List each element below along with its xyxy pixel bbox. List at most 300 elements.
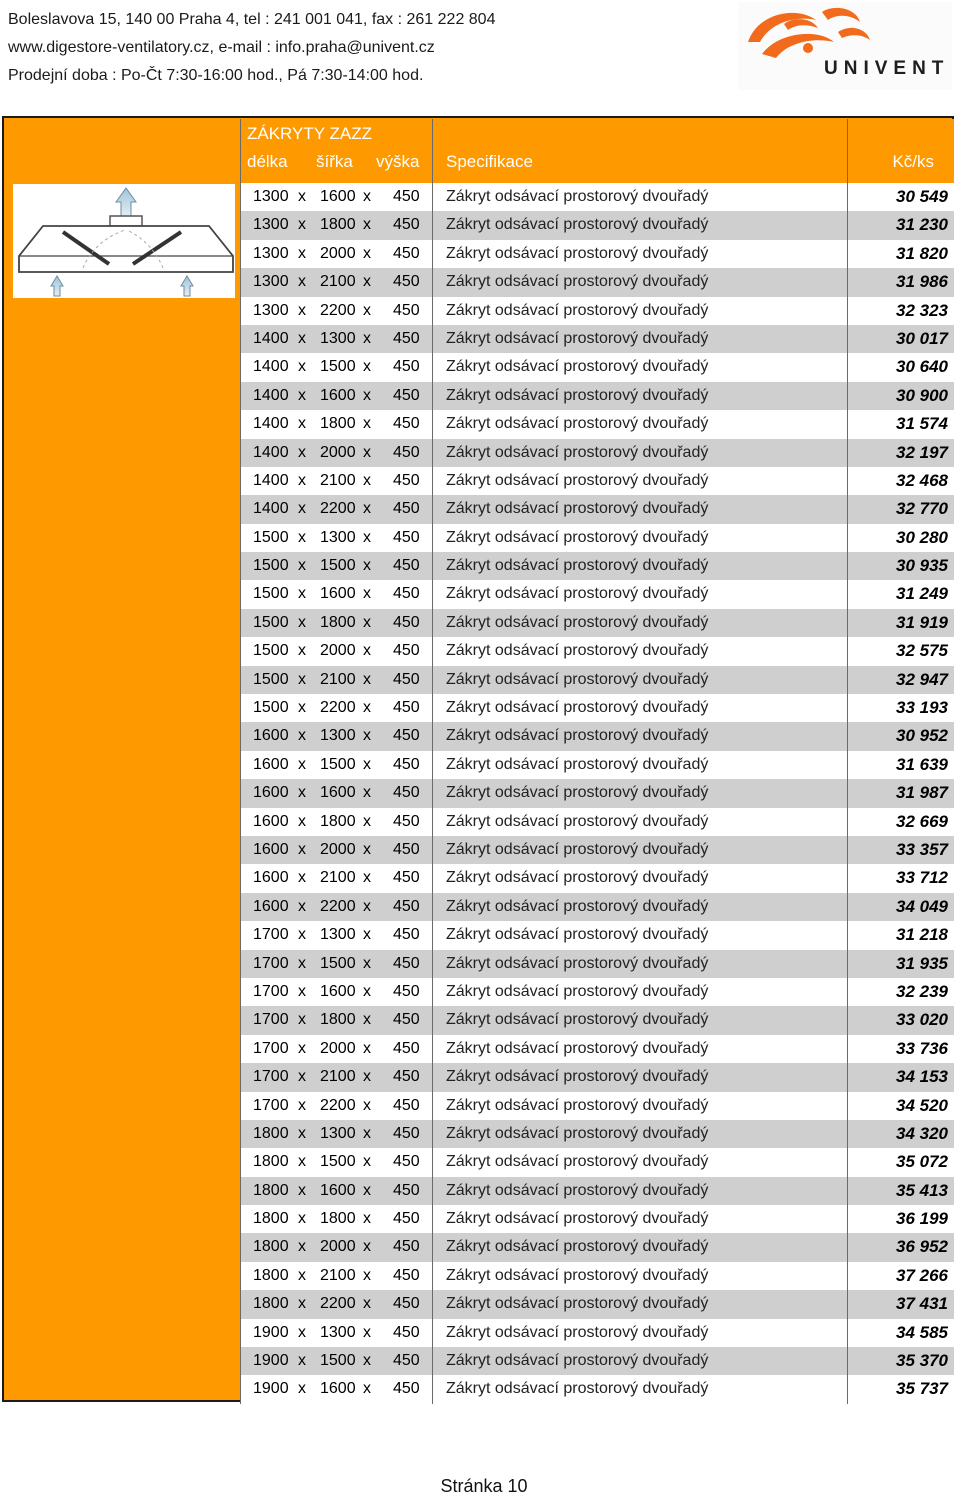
times-sign: x — [298, 244, 306, 262]
dimensions-cell — [240, 694, 432, 722]
times-sign: x — [298, 216, 306, 234]
height-value: 450 — [393, 557, 420, 575]
height-value: 450 — [393, 727, 420, 745]
table-row — [240, 751, 954, 779]
dimensions-cell — [240, 211, 432, 239]
table-row — [240, 978, 954, 1006]
width-value: 2200 — [320, 1295, 356, 1313]
table-row — [240, 609, 954, 637]
width-value: 1800 — [320, 613, 356, 631]
dimensions-cell — [240, 439, 432, 467]
spec-cell: Zákryt odsávací prostorový dvouřadý — [432, 268, 847, 296]
width-value: 1800 — [320, 812, 356, 830]
table-row — [240, 552, 954, 580]
times-sign: x — [298, 670, 306, 688]
length-value: 1400 — [253, 443, 289, 461]
width-value: 1500 — [320, 1352, 356, 1370]
table-row — [240, 1177, 954, 1205]
price-cell: 30 640 — [847, 353, 954, 381]
dimensions-cell — [240, 779, 432, 807]
table-row — [240, 297, 954, 325]
logo-wordmark: UNIVENT — [824, 58, 950, 79]
times-sign: x — [363, 642, 371, 660]
times-sign: x — [298, 642, 306, 660]
web-email-line[interactable]: www.digestore-ventilatory.cz, e-mail : info.praha@univent.cz — [8, 39, 435, 56]
spec-cell: Zákryt odsávací prostorový dvouřadý — [432, 580, 847, 608]
spec-cell: Zákryt odsávací prostorový dvouřadý — [432, 1347, 847, 1375]
table-row — [240, 1148, 954, 1176]
times-sign: x — [363, 1153, 371, 1171]
table-row — [240, 666, 954, 694]
times-sign: x — [363, 500, 371, 518]
hood-diagram-icon — [13, 184, 235, 298]
price-table — [2, 116, 954, 1402]
times-sign: x — [363, 727, 371, 745]
height-value: 450 — [393, 1096, 420, 1114]
times-sign: x — [363, 1068, 371, 1086]
width-value: 2000 — [320, 1039, 356, 1057]
spec-cell: Zákryt odsávací prostorový dvouřadý — [432, 950, 847, 978]
times-sign: x — [298, 329, 306, 347]
times-sign: x — [363, 188, 371, 205]
width-value: 2000 — [320, 1238, 356, 1256]
length-value: 1300 — [253, 273, 289, 291]
width-value: 2100 — [320, 1068, 356, 1086]
table-row — [240, 439, 954, 467]
height-value: 450 — [393, 329, 420, 347]
length-value: 1900 — [253, 1323, 289, 1341]
dimensions-cell — [240, 325, 432, 353]
dimensions-cell — [240, 751, 432, 779]
table-title: ZÁKRYTY ZAZZ — [247, 124, 373, 143]
width-value: 1500 — [320, 358, 356, 376]
width-value: 2000 — [320, 840, 356, 858]
price-cell: 34 153 — [847, 1063, 954, 1091]
spec-cell: Zákryt odsávací prostorový dvouřadý — [432, 808, 847, 836]
times-sign: x — [363, 699, 371, 717]
table-row — [240, 1205, 954, 1233]
length-value: 1600 — [253, 840, 289, 858]
spec-cell: Zákryt odsávací prostorový dvouřadý — [432, 694, 847, 722]
times-sign: x — [363, 1011, 371, 1029]
spec-cell: Zákryt odsávací prostorový dvouřadý — [432, 353, 847, 381]
spec-cell: Zákryt odsávací prostorový dvouřadý — [432, 921, 847, 949]
times-sign: x — [298, 528, 306, 546]
times-sign: x — [298, 840, 306, 858]
price-cell: 32 239 — [847, 978, 954, 1006]
times-sign: x — [363, 1039, 371, 1057]
width-value: 1600 — [320, 386, 356, 404]
height-value: 450 — [393, 1210, 420, 1228]
price-cell: 31 249 — [847, 580, 954, 608]
times-sign: x — [298, 954, 306, 972]
width-value: 1500 — [320, 557, 356, 575]
width-value: 1500 — [320, 755, 356, 773]
width-value: 1800 — [320, 1011, 356, 1029]
price-cell: 32 468 — [847, 467, 954, 495]
width-value: 1800 — [320, 415, 356, 433]
length-value: 1700 — [253, 926, 289, 944]
height-value: 450 — [393, 500, 420, 518]
price-cell: 30 280 — [847, 524, 954, 552]
times-sign: x — [298, 869, 306, 887]
table-row — [240, 1233, 954, 1261]
price-cell: 34 585 — [847, 1319, 954, 1347]
height-value: 450 — [393, 1124, 420, 1142]
times-sign: x — [298, 471, 306, 489]
length-value: 1600 — [253, 812, 289, 830]
times-sign: x — [363, 613, 371, 631]
height-value: 450 — [393, 358, 420, 376]
table-row — [240, 1092, 954, 1120]
price-cell: 31 987 — [847, 779, 954, 807]
height-value: 450 — [393, 869, 420, 887]
spec-cell: Zákryt odsávací prostorový dvouřadý — [432, 552, 847, 580]
times-sign: x — [298, 301, 306, 319]
spec-cell: Zákryt odsávací prostorový dvouřadý — [432, 722, 847, 750]
times-sign: x — [298, 1181, 306, 1199]
times-sign: x — [363, 1323, 371, 1341]
table-row — [240, 950, 954, 978]
times-sign: x — [363, 471, 371, 489]
height-value: 450 — [393, 1039, 420, 1057]
times-sign: x — [363, 1124, 371, 1142]
length-value: 1700 — [253, 1096, 289, 1114]
price-cell: 31 218 — [847, 921, 954, 949]
spec-cell: Zákryt odsávací prostorový dvouřadý — [432, 382, 847, 410]
width-value: 1300 — [320, 926, 356, 944]
table-row — [240, 1063, 954, 1091]
dimensions-cell — [240, 950, 432, 978]
dimensions-cell — [240, 382, 432, 410]
times-sign: x — [298, 1352, 306, 1370]
dimensions-cell — [240, 1290, 432, 1318]
col-spec-header: Specifikace — [446, 152, 533, 171]
dimensions-cell — [240, 893, 432, 921]
times-sign: x — [298, 699, 306, 717]
price-cell: 32 669 — [847, 808, 954, 836]
price-cell: 32 947 — [847, 666, 954, 694]
times-sign: x — [298, 500, 306, 518]
times-sign: x — [363, 386, 371, 404]
dimensions-cell — [240, 666, 432, 694]
table-row — [240, 410, 954, 438]
times-sign: x — [298, 897, 306, 915]
times-sign: x — [298, 443, 306, 461]
price-cell: 36 199 — [847, 1205, 954, 1233]
length-value: 1500 — [253, 528, 289, 546]
dimensions-cell — [240, 353, 432, 381]
price-cell: 30 935 — [847, 552, 954, 580]
price-cell: 33 020 — [847, 1006, 954, 1034]
price-cell: 32 575 — [847, 637, 954, 665]
length-value: 1500 — [253, 613, 289, 631]
width-value: 1600 — [320, 1181, 356, 1199]
length-value: 1300 — [253, 216, 289, 234]
width-value: 1500 — [320, 954, 356, 972]
dimensions-cell — [240, 1006, 432, 1034]
times-sign: x — [363, 301, 371, 319]
col-length-header: délka — [247, 152, 288, 171]
width-value: 1500 — [320, 1153, 356, 1171]
spec-cell: Zákryt odsávací prostorový dvouřadý — [432, 893, 847, 921]
width-value: 2100 — [320, 670, 356, 688]
table-row — [240, 580, 954, 608]
table-row — [240, 779, 954, 807]
times-sign: x — [363, 784, 371, 802]
price-cell: 37 266 — [847, 1262, 954, 1290]
times-sign: x — [363, 1181, 371, 1199]
contact-block — [8, 6, 728, 90]
spec-cell: Zákryt odsávací prostorový dvouřadý — [432, 637, 847, 665]
height-value: 450 — [393, 926, 420, 944]
width-value: 1600 — [320, 784, 356, 802]
times-sign: x — [298, 358, 306, 376]
length-value: 1300 — [253, 244, 289, 262]
price-cell: 35 413 — [847, 1177, 954, 1205]
dimensions-cell — [240, 1148, 432, 1176]
spec-cell: Zákryt odsávací prostorový dvouřadý — [432, 779, 847, 807]
dimensions-cell — [240, 921, 432, 949]
times-sign: x — [363, 1380, 371, 1398]
spec-cell: Zákryt odsávací prostorový dvouřadý — [432, 1063, 847, 1091]
height-value: 450 — [393, 273, 420, 291]
table-row — [240, 467, 954, 495]
length-value: 1300 — [253, 188, 289, 205]
times-sign: x — [363, 982, 371, 1000]
col-price-header: Kč/ks — [892, 152, 934, 171]
height-value: 450 — [393, 1068, 420, 1086]
price-cell: 34 520 — [847, 1092, 954, 1120]
table-row — [240, 1347, 954, 1375]
width-value: 1600 — [320, 982, 356, 1000]
spec-cell: Zákryt odsávací prostorový dvouřadý — [432, 1319, 847, 1347]
times-sign: x — [298, 755, 306, 773]
width-value: 2200 — [320, 699, 356, 717]
dimensions-cell — [240, 1177, 432, 1205]
price-cell: 32 197 — [847, 439, 954, 467]
length-value: 1800 — [253, 1295, 289, 1313]
length-value: 1800 — [253, 1153, 289, 1171]
spec-cell: Zákryt odsávací prostorový dvouřadý — [432, 211, 847, 239]
dimensions-cell — [240, 1063, 432, 1091]
length-value: 1700 — [253, 982, 289, 1000]
width-value: 1300 — [320, 329, 356, 347]
price-cell: 31 230 — [847, 211, 954, 239]
width-value: 2100 — [320, 1266, 356, 1284]
height-value: 450 — [393, 784, 420, 802]
spec-cell: Zákryt odsávací prostorový dvouřadý — [432, 1233, 847, 1261]
length-value: 1700 — [253, 954, 289, 972]
height-value: 450 — [393, 188, 420, 205]
spec-cell: Zákryt odsávací prostorový dvouřadý — [432, 1006, 847, 1034]
height-value: 450 — [393, 301, 420, 319]
dimensions-cell — [240, 467, 432, 495]
length-value: 1800 — [253, 1181, 289, 1199]
price-cell: 31 986 — [847, 268, 954, 296]
times-sign: x — [363, 443, 371, 461]
table-row — [240, 1006, 954, 1034]
spec-header — [432, 119, 846, 183]
price-cell: 32 770 — [847, 495, 954, 523]
spec-cell: Zákryt odsávací prostorový dvouřadý — [432, 609, 847, 637]
length-value: 1600 — [253, 784, 289, 802]
times-sign: x — [298, 273, 306, 291]
length-value: 1500 — [253, 699, 289, 717]
dimensions-cell — [240, 524, 432, 552]
price-cell: 33 712 — [847, 864, 954, 892]
col-width-header: šířka — [316, 152, 353, 171]
times-sign: x — [363, 1096, 371, 1114]
dimensions-cell — [240, 864, 432, 892]
length-value: 1800 — [253, 1210, 289, 1228]
height-value: 450 — [393, 1352, 420, 1370]
times-sign: x — [298, 1039, 306, 1057]
times-sign: x — [363, 358, 371, 376]
price-cell: 33 193 — [847, 694, 954, 722]
length-value: 1300 — [253, 301, 289, 319]
length-value: 1800 — [253, 1124, 289, 1142]
width-value: 1300 — [320, 1323, 356, 1341]
width-value: 1600 — [320, 585, 356, 603]
height-value: 450 — [393, 1380, 420, 1398]
times-sign: x — [298, 415, 306, 433]
spec-cell: Zákryt odsávací prostorový dvouřadý — [432, 325, 847, 353]
width-value: 2100 — [320, 273, 356, 291]
times-sign: x — [363, 1295, 371, 1313]
height-value: 450 — [393, 670, 420, 688]
width-value: 1800 — [320, 216, 356, 234]
times-sign: x — [298, 1124, 306, 1142]
height-value: 450 — [393, 840, 420, 858]
page-number: Stránka 10 — [440, 1476, 528, 1496]
spec-cell: Zákryt odsávací prostorový dvouřadý — [432, 666, 847, 694]
height-value: 450 — [393, 1323, 420, 1341]
dimensions-cell — [240, 1035, 432, 1063]
table-row — [240, 864, 954, 892]
width-value: 2200 — [320, 301, 356, 319]
spec-cell: Zákryt odsávací prostorový dvouřadý — [432, 495, 847, 523]
length-value: 1900 — [253, 1380, 289, 1398]
dimensions-cell — [240, 410, 432, 438]
length-value: 1400 — [253, 415, 289, 433]
height-value: 450 — [393, 1153, 420, 1171]
height-value: 450 — [393, 982, 420, 1000]
spec-cell: Zákryt odsávací prostorový dvouřadý — [432, 1205, 847, 1233]
times-sign: x — [363, 1266, 371, 1284]
times-sign: x — [363, 329, 371, 347]
times-sign: x — [363, 216, 371, 234]
times-sign: x — [298, 1068, 306, 1086]
length-value: 1400 — [253, 358, 289, 376]
length-value: 1600 — [253, 869, 289, 887]
width-value: 1300 — [320, 727, 356, 745]
length-value: 1600 — [253, 727, 289, 745]
height-value: 450 — [393, 386, 420, 404]
dimensions-cell — [240, 978, 432, 1006]
height-value: 450 — [393, 471, 420, 489]
times-sign: x — [363, 1238, 371, 1256]
length-value: 1500 — [253, 642, 289, 660]
price-cell: 32 323 — [847, 297, 954, 325]
times-sign: x — [298, 1011, 306, 1029]
height-value: 450 — [393, 585, 420, 603]
width-value: 2000 — [320, 443, 356, 461]
width-value: 2000 — [320, 642, 356, 660]
times-sign: x — [298, 1380, 306, 1398]
times-sign: x — [298, 812, 306, 830]
spec-cell: Zákryt odsávací prostorový dvouřadý — [432, 439, 847, 467]
times-sign: x — [363, 557, 371, 575]
spec-cell: Zákryt odsávací prostorový dvouřadý — [432, 524, 847, 552]
dimensions-cell — [240, 580, 432, 608]
dimensions-cell — [240, 1347, 432, 1375]
price-cell: 30 549 — [847, 183, 954, 211]
dimensions-cell — [240, 240, 432, 268]
table-row — [240, 836, 954, 864]
times-sign: x — [363, 244, 371, 262]
price-cell: 30 900 — [847, 382, 954, 410]
dimensions-cell — [240, 1205, 432, 1233]
price-cell: 31 574 — [847, 410, 954, 438]
times-sign: x — [363, 585, 371, 603]
times-sign: x — [298, 1210, 306, 1228]
dimensions-cell — [240, 808, 432, 836]
height-value: 450 — [393, 443, 420, 461]
times-sign: x — [298, 1323, 306, 1341]
times-sign: x — [298, 1295, 306, 1313]
spec-cell: Zákryt odsávací prostorový dvouřadý — [432, 1375, 847, 1403]
height-value: 450 — [393, 216, 420, 234]
length-value: 1400 — [253, 500, 289, 518]
spec-cell: Zákryt odsávací prostorový dvouřadý — [432, 410, 847, 438]
price-cell: 33 736 — [847, 1035, 954, 1063]
width-value: 1600 — [320, 1380, 356, 1398]
spec-cell: Zákryt odsávací prostorový dvouřadý — [432, 183, 847, 211]
width-value: 1600 — [320, 188, 356, 205]
price-cell: 37 431 — [847, 1290, 954, 1318]
times-sign: x — [298, 1238, 306, 1256]
table-row — [240, 1120, 954, 1148]
length-value: 1500 — [253, 585, 289, 603]
length-value: 1700 — [253, 1039, 289, 1057]
height-value: 450 — [393, 897, 420, 915]
dimensions-cell — [240, 1262, 432, 1290]
table-row — [240, 382, 954, 410]
width-value: 2000 — [320, 244, 356, 262]
table-row — [240, 694, 954, 722]
table-row — [240, 1319, 954, 1347]
times-sign: x — [298, 1096, 306, 1114]
height-value: 450 — [393, 1238, 420, 1256]
width-value: 2200 — [320, 897, 356, 915]
width-value: 1800 — [320, 1210, 356, 1228]
times-sign: x — [363, 1210, 371, 1228]
price-cell: 34 320 — [847, 1120, 954, 1148]
table-row — [240, 183, 954, 211]
times-sign: x — [363, 273, 371, 291]
price-cell: 35 370 — [847, 1347, 954, 1375]
times-sign: x — [298, 1266, 306, 1284]
table-row — [240, 808, 954, 836]
times-sign: x — [298, 585, 306, 603]
times-sign: x — [363, 869, 371, 887]
times-sign: x — [363, 954, 371, 972]
spec-cell: Zákryt odsávací prostorový dvouřadý — [432, 1148, 847, 1176]
dimensions-cell — [240, 183, 432, 211]
width-value: 2200 — [320, 1096, 356, 1114]
spec-cell: Zákryt odsávací prostorový dvouřadý — [432, 297, 847, 325]
